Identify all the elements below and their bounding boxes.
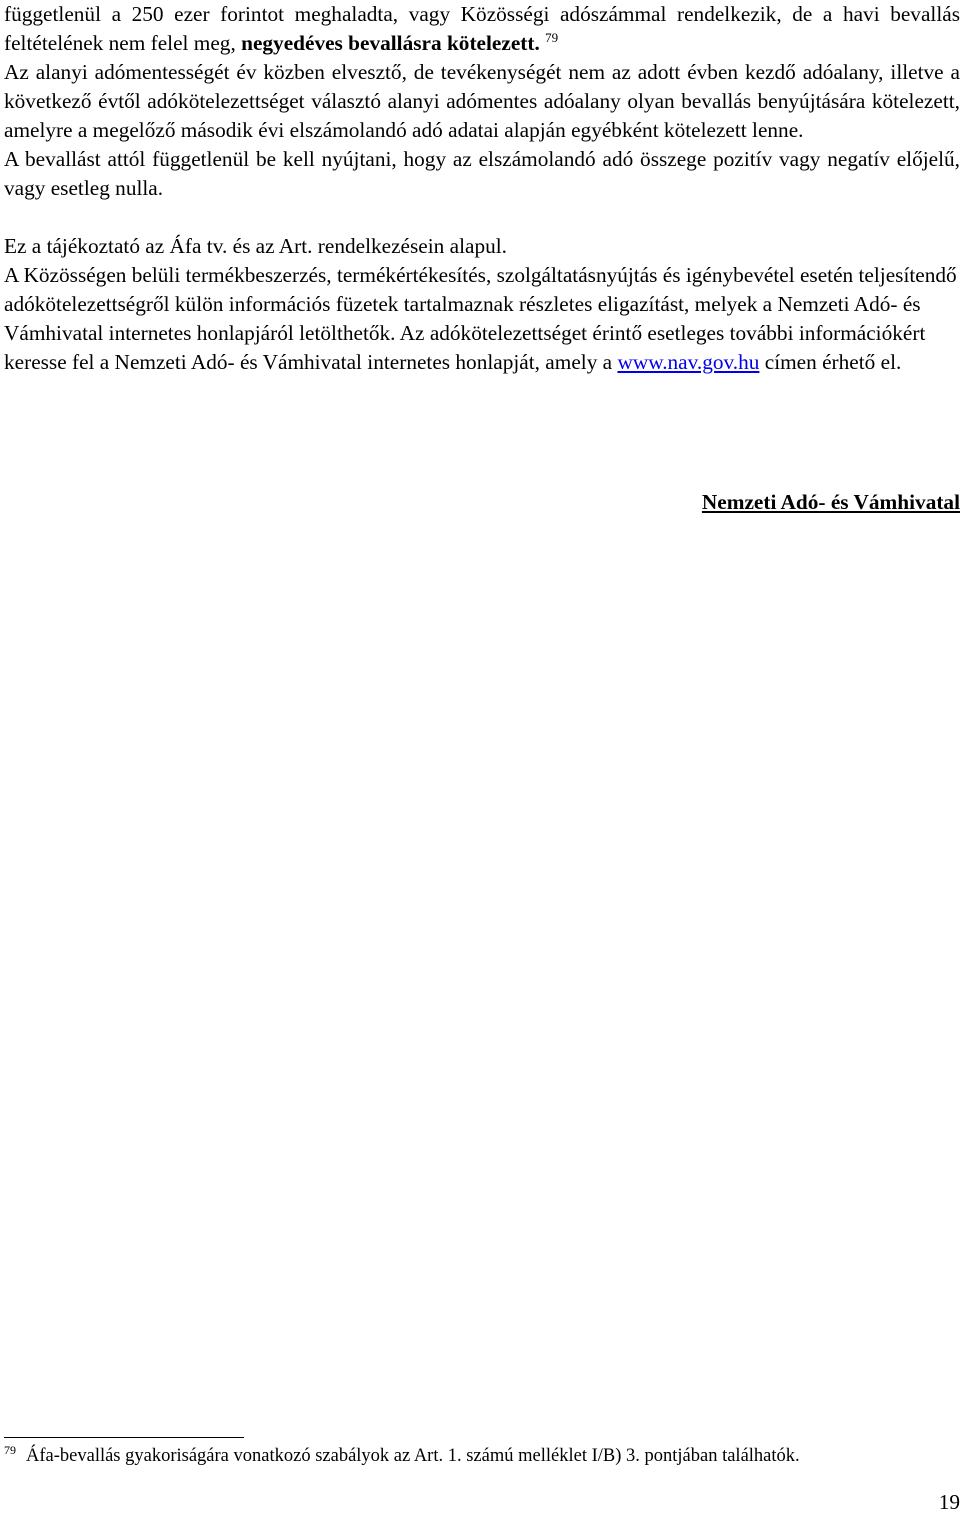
signature: Nemzeti Adó- és Vámhivatal: [701, 490, 960, 514]
paragraph-2: Az alanyi adómentességét év közben elvesztő, de tevékenységét nem az adott évben kezdő adóalany, illetve a következő évtől adókötelezettséget választó alanyi adómentes adóalany olyan bevallás benyújtására kötelezett, amelyre a megelőző második évi elszámolandó adó adatai alapján egyébként kötelezett lenne.: [4, 60, 960, 142]
paragraph-5-text: A Közösségen belüli termékbeszerzés, termékértékesítés, szolgáltatásnyújtás és igénybevétel esetén teljesítendő adókötelezettségről külön információs füzetek tartalmaznak részletes eligazítást, melyek a Nemzeti Adó- és Vámhivatal internetes honlapjáról letölthetők. Az adókötelezettséget érintő esetleges további információkért keresse fel a Nemzeti Adó- és Vámhivatal internetes honlapját, amely a: [4, 263, 957, 374]
body-text: [4, 0, 960, 377]
footnote: [4, 1444, 944, 1468]
footnote-reference[interactable]: 79: [545, 29, 559, 45]
paragraph-3: A bevallást attól függetlenül be kell nyújtani, hogy az elszámolandó adó összege pozitív vagy negatív előjelű, vagy esetleg nulla.: [4, 147, 960, 200]
nav-website-link[interactable]: www.nav.gov.hu: [617, 350, 760, 374]
paragraph-spacer: [4, 203, 960, 232]
paragraph-1-bold-text: negyedéves bevallásra kötelezett.: [241, 31, 540, 55]
paragraph-4: Ez a tájékoztató az Áfa tv. és az Art. rendelkezésein alapul.: [4, 234, 507, 258]
paragraph-1-text: függetlenül a 250 ezer forintot meghaladta, vagy Közösségi adószámmal rendelkezik, de a havi bevallás feltételének nem felel meg,: [4, 2, 960, 55]
paragraph-5: [4, 261, 960, 377]
footnote-text: Áfa-bevallás gyakoriságára vonatkozó szabályok az Art. 1. számú melléklet I/B) 3. pontjában találhatók.: [26, 1446, 800, 1466]
paragraph-1: [4, 0, 960, 58]
page-number: 19: [938, 1490, 960, 1514]
footnote-number: 79: [4, 1442, 16, 1457]
footnote-divider: [4, 1437, 244, 1438]
paragraph-5-text-end: címen érhető el.: [759, 350, 902, 374]
